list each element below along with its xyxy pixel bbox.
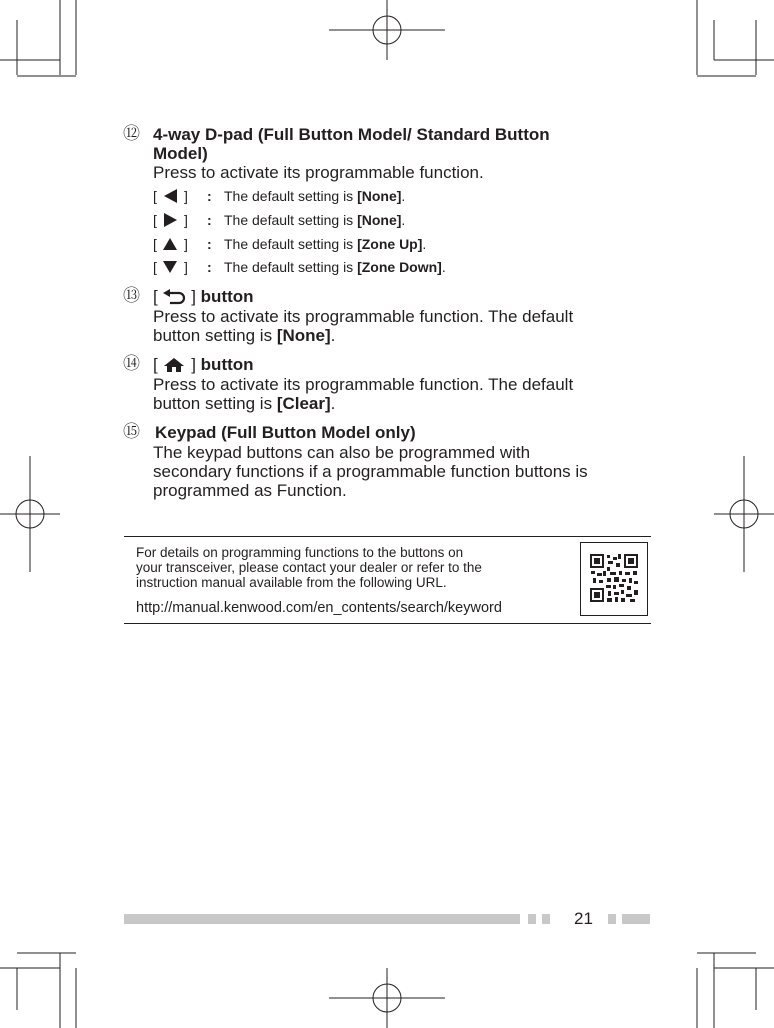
- page-number: 21: [574, 909, 593, 928]
- qr-code-frame: [580, 542, 648, 616]
- footer-dot: [608, 914, 616, 924]
- item-13-description: Press to activate its programmable function. The default button setting is [None].: [153, 307, 574, 345]
- note-text: For details on programming functions to the buttons on your transceiver, please contact your dealer or refer to the instruction manual available from the following URL.: [136, 545, 482, 590]
- bracket-open: [: [153, 212, 157, 228]
- bracket-close: ]: [184, 212, 188, 228]
- arrow-up-icon: [162, 237, 178, 251]
- item-12-marker: ⑫: [123, 124, 140, 143]
- item-12-title-line-2: Model): [153, 144, 208, 163]
- item-15-description: The keypad buttons can also be programmed with secondary functions if a programmable function buttons is programmed as Function.: [153, 443, 588, 500]
- item-14-marker: ⑭: [123, 354, 140, 373]
- setting-value: [None]: [357, 212, 402, 228]
- footer-bar-right: [622, 914, 650, 924]
- note-top-rule: [124, 536, 651, 537]
- setting-text: The default setting is [None].: [224, 212, 406, 228]
- bracket-close: ]: [184, 188, 188, 204]
- item-13-marker: ⑬: [123, 286, 140, 305]
- arrow-right-icon: [162, 213, 178, 227]
- item-13-value: [None]: [276, 326, 331, 345]
- item-12-title: [153, 125, 550, 163]
- qr-code-icon: [590, 554, 638, 602]
- setting-text: The default setting is [Zone Up].: [224, 236, 427, 252]
- bracket-open: [: [153, 259, 157, 275]
- item-14-description: Press to activate its programmable function. The default button setting is [Clear].: [153, 375, 574, 413]
- setting-colon: :: [207, 188, 212, 204]
- footer-dot: [542, 914, 550, 924]
- item-15-marker: ⑮: [123, 422, 140, 441]
- setting-colon: :: [207, 259, 212, 275]
- bracket-open: [: [153, 188, 157, 204]
- item-12-description: Press to activate its programmable function.: [153, 163, 484, 182]
- item-13-title: [ ] button: [153, 287, 254, 306]
- back-icon: [162, 289, 186, 305]
- item-14-title: [ ] button: [153, 355, 254, 374]
- arrow-down-icon: [162, 260, 178, 274]
- item-14-value: [Clear]: [276, 394, 331, 413]
- footer-bar: [124, 914, 520, 924]
- bracket-close: ]: [184, 236, 188, 252]
- setting-colon: :: [207, 212, 212, 228]
- note-bottom-rule: [124, 623, 651, 624]
- setting-colon: :: [207, 236, 212, 252]
- item-12-title-line-1: 4-way D-pad (Full Button Model/ Standard Button: [153, 125, 550, 144]
- footer-dot: [528, 914, 536, 924]
- setting-text: The default setting is [Zone Down].: [224, 259, 446, 275]
- setting-value: [Zone Up]: [357, 236, 423, 252]
- setting-value: [None]: [357, 188, 402, 204]
- setting-text: The default setting is [None].: [224, 188, 406, 204]
- arrow-left-icon: [162, 189, 178, 203]
- item-15-title: Keypad (Full Button Model only): [155, 423, 416, 442]
- bracket-open: [: [153, 236, 157, 252]
- manual-url-link[interactable]: http://manual.kenwood.com/en_contents/search/keyword: [136, 600, 502, 616]
- setting-value: [Zone Down]: [357, 259, 442, 275]
- home-icon: [162, 357, 186, 373]
- bracket-close: ]: [184, 259, 188, 275]
